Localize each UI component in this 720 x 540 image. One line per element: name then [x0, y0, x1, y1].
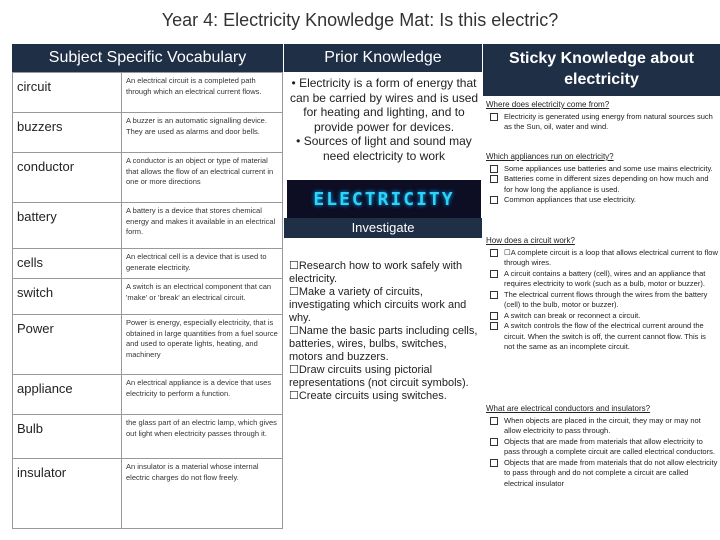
item-text: A circuit contains a battery (cell), wires and an appliance that requires electricity to work (such as a bulb, motor or buzzer).: [504, 268, 706, 288]
vocab-term: circuit: [13, 73, 122, 113]
checkbox-icon: [490, 196, 498, 204]
checkbox-icon: [490, 438, 498, 446]
item-text: ☐A complete circuit is a loop that allows electrical current to flow through wires.: [504, 247, 718, 267]
list-item: [486, 437, 718, 458]
checkbox-icon: [490, 291, 498, 299]
table-row: [13, 203, 283, 249]
vocab-definition: A buzzer is an automatic signalling device. They are used as alarms and door bells.: [122, 113, 283, 153]
prior-knowledge-heading: Prior Knowledge: [284, 44, 482, 72]
list-item: [486, 195, 718, 206]
section-question: What are electrical conductors and insulators?: [486, 404, 651, 413]
checkbox-icon: [490, 270, 498, 278]
section-question: Where does electricity come from?: [486, 100, 610, 109]
vocab-term: buzzers: [13, 113, 122, 153]
item-text: Electricity is generated using energy from natural sources such as the Sun, oil, water and wind.: [504, 111, 713, 131]
banner-text: ELECTRICITY: [313, 188, 455, 210]
list-item: [486, 321, 718, 353]
checkbox-icon: [490, 165, 498, 173]
list-item: [486, 112, 718, 133]
list-item: • Sources of light and sound may need electricity to work: [296, 134, 472, 163]
table-row: [13, 249, 283, 279]
list-item: ☐Make a variety of circuits, investigating which circuits work and why.: [289, 286, 467, 324]
list-item: [486, 248, 718, 269]
item-text: A switch controls the flow of the electrical current around the circuit. When the switch is off, the current cannot flow. This is not the same as an incomplete circuit.: [504, 321, 706, 351]
sticky-section-appliances: [486, 152, 718, 206]
page-title: Year 4: Electricity Knowledge Mat: Is this electric?: [161, 10, 559, 30]
checkbox-icon: [490, 175, 498, 183]
electricity-banner-image: [287, 180, 481, 218]
vocab-term: Bulb: [13, 415, 122, 459]
checkbox-icon: [490, 113, 498, 121]
item-text: Objects that are made from materials that do not allow electricity to pass through and do not complete a circuit are called electrical insulator: [504, 457, 718, 488]
checkbox-icon: [490, 312, 498, 320]
checkbox-icon: [490, 322, 498, 330]
list-item: [486, 174, 718, 195]
item-text: The electrical current flows through the wires from the battery (cell) to the bulb, motor or buzzer).: [504, 289, 708, 309]
table-row: [13, 113, 283, 153]
investigate-heading: Investigate: [284, 218, 482, 238]
list-item: [486, 269, 718, 290]
vocab-definition: A switch is an electrical component that can 'make' or 'break' an electrical circuit.: [122, 279, 283, 315]
list-item: [486, 164, 718, 175]
list-item: [486, 290, 718, 311]
sticky-knowledge-heading: Sticky Knowledge about electricity: [483, 44, 720, 96]
checkbox-icon: [490, 459, 498, 467]
vocab-term: battery: [13, 203, 122, 249]
sticky-section-source: [486, 100, 718, 133]
vocab-definition: A battery is a device that stores chemical energy and makes it available in an electrical form.: [122, 203, 283, 249]
sticky-section-conductors: [486, 404, 718, 489]
list-item: [486, 416, 718, 437]
section-question: Which appliances run on electricity?: [486, 152, 614, 161]
table-row: [13, 415, 283, 459]
vocab-term: insulator: [13, 459, 122, 529]
table-row: [13, 73, 283, 113]
list-item: [486, 458, 718, 490]
vocab-definition: Power is energy, especially electricity, that is obtained in large quantities from a fuel source and used to operate lights, heating, and machinery: [122, 315, 283, 375]
vocab-term: switch: [13, 279, 122, 315]
vocab-definition: A conductor is an object or type of material that allows the flow of an electrical current in one or more directions: [122, 153, 283, 203]
vocab-definition: An electrical circuit is a completed path through which an electrical current flows.: [122, 73, 283, 113]
checkbox-icon: [490, 249, 498, 257]
vocab-definition: the glass part of an electric lamp, which gives out light when electricity passes through it.: [122, 415, 283, 459]
item-text: A switch can break or reconnect a circuit.: [504, 310, 641, 320]
checkbox-icon: [490, 417, 498, 425]
item-text: Common appliances that use electricity.: [504, 195, 637, 204]
vocab-term: appliance: [13, 375, 122, 415]
item-text: Batteries come in different sizes depending on how much and for how long the appliance is used.: [504, 174, 709, 194]
list-item: ☐Create circuits using switches.: [289, 390, 447, 402]
vocab-term: Power: [13, 315, 122, 375]
list-item: ☐Research how to work safely with electricity.: [289, 260, 463, 285]
vocab-definition: An electrical cell is a device that is used to generate electricity.: [122, 249, 283, 279]
prior-knowledge-list: [288, 76, 480, 163]
table-row: [13, 279, 283, 315]
list-item: ☐Name the basic parts including cells, batteries, wires, bulbs, switches, motors and buzzers.: [289, 325, 478, 363]
item-text: When objects are placed in the circuit, they may or may not allow electricity to pass through.: [504, 415, 701, 435]
vocab-definition: An insulator is a material whose internal electric charges do not flow freely.: [122, 459, 283, 529]
vocabulary-table: [12, 72, 283, 529]
item-text: Some appliances use batteries and some use mains electricity.: [504, 163, 713, 173]
item-text: Objects that are made from materials that allow electricity to pass through a complete circuit are called electrical conductors.: [504, 436, 715, 456]
vocab-term: conductor: [13, 153, 122, 203]
list-item: ☐Draw circuits using pictorial representations (not circuit symbols).: [289, 364, 469, 389]
vocabulary-heading: Subject Specific Vocabulary: [12, 44, 283, 72]
investigate-list: [289, 260, 481, 403]
table-row: [13, 315, 283, 375]
section-question: How does a circuit work?: [486, 236, 575, 245]
list-item: [486, 311, 718, 322]
sticky-section-circuit: [486, 236, 718, 353]
vocab-definition: An electrical appliance is a device that uses electricity to perform a function.: [122, 375, 283, 415]
table-row: [13, 375, 283, 415]
list-item: • Electricity is a form of energy that can be carried by wires and is used for heating and lighting, and to provide power for devices.: [289, 76, 479, 134]
vocab-term: cells: [13, 249, 122, 279]
table-row: [13, 459, 283, 529]
table-row: [13, 153, 283, 203]
